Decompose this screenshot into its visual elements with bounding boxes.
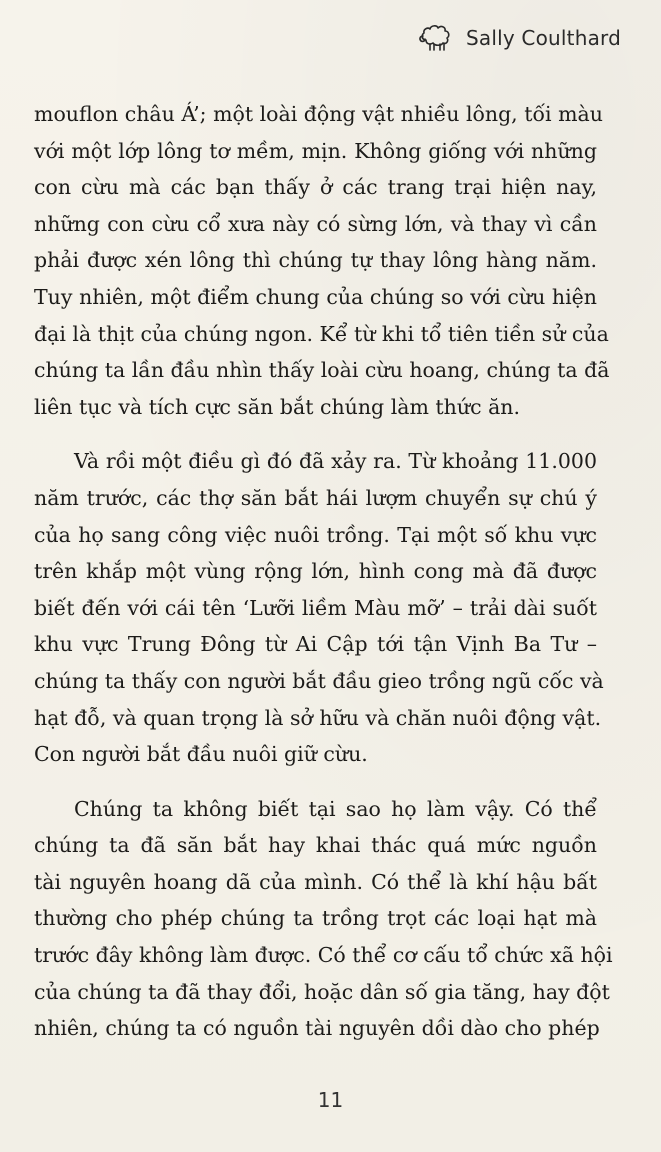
- author-name: Sally Coulthard: [465, 26, 621, 50]
- text-line: của họ sang công việc nuôi trồng. Tại một số khu vực: [34, 522, 597, 547]
- text-line: liên tục và tích cực săn bắt chúng làm thức ăn.: [34, 394, 521, 419]
- text-line: biết đến với cái tên ‘Lưỡi liềm Màu mỡ’ – trải dài suốt: [34, 595, 597, 620]
- text-line: tài nguyên hoang dã của mình. Có thể là khí hậu bất: [34, 869, 597, 894]
- text-line: Con người bắt đầu nuôi giữ cừu.: [34, 742, 368, 767]
- text-line: con cừu mà các bạn thấy ở các trang trại hiện nay,: [34, 175, 597, 200]
- paragraph-3: [34, 791, 613, 1047]
- text-line: Chúng ta không biết tại sao họ làm vậy. Có thể: [74, 796, 597, 821]
- text-line: nhiên, chúng ta có nguồn tài nguyên dồi dào cho phép: [34, 1016, 600, 1041]
- text-line: của chúng ta đã thay đổi, hoặc dân số gia tăng, hay đột: [34, 979, 610, 1004]
- running-header: [418, 18, 621, 58]
- text-line: khu vực Trung Đông từ Ai Cập tới tận Vịnh Ba Tư –: [34, 632, 597, 657]
- text-line: chúng ta đã săn bắt hay khai thác quá mức nguồn: [34, 833, 597, 858]
- page-number: 11: [317, 1088, 344, 1112]
- text-line: thường cho phép chúng ta trồng trọt các loại hạt mà: [34, 906, 597, 931]
- text-line: trước đây không làm được. Có thể cơ cấu tổ chức xã hội: [34, 943, 613, 968]
- text-line: năm trước, các thợ săn bắt hái lượm chuyển sự chú ý: [34, 485, 597, 510]
- paragraph-2: [34, 443, 604, 772]
- text-line: với một lớp lông tơ mềm, mịn. Không giống với những: [34, 138, 597, 163]
- text-line: chúng ta thấy con người bắt đầu gieo trồng ngũ cốc và: [34, 668, 604, 693]
- sheep-icon: [418, 22, 454, 54]
- text-line: những con cừu cổ xưa này có sừng lớn, và thay vì cần: [34, 211, 597, 236]
- body-text: [34, 96, 613, 1065]
- paragraph-1: [34, 96, 610, 425]
- text-line: chúng ta lần đầu nhìn thấy loài cừu hoang, chúng ta đã: [34, 358, 610, 383]
- text-line: Tuy nhiên, một điểm chung của chúng so với cừu hiện: [34, 284, 597, 309]
- text-line: Và rồi một điều gì đó đã xảy ra. Từ khoảng 11.000: [74, 449, 597, 474]
- text-line: đại là thịt của chúng ngon. Kể từ khi tổ tiên tiền sử của: [34, 321, 609, 346]
- text-line: trên khắp một vùng rộng lớn, hình cong mà đã được: [34, 559, 597, 584]
- text-line: mouflon châu Á’; một loài động vật nhiều lông, tối màu: [34, 102, 603, 126]
- text-line: hạt đỗ, và quan trọng là sở hữu và chăn nuôi động vật.: [34, 705, 602, 730]
- text-line: phải được xén lông thì chúng tự thay lông hàng năm.: [34, 248, 597, 273]
